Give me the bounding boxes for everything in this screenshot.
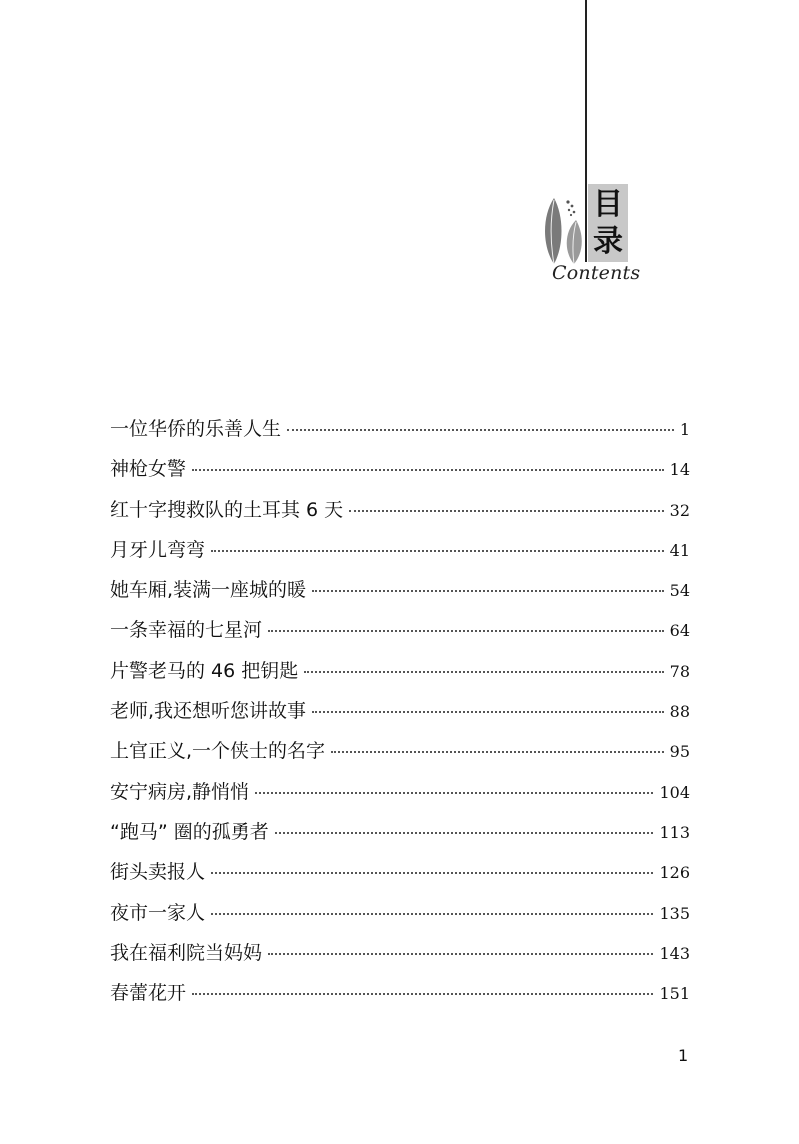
toc-entry-page: 32: [669, 500, 690, 520]
toc-entry[interactable]: [110, 454, 690, 494]
table-of-contents: [110, 414, 690, 1018]
toc-entry-title: 红十字搜救队的土耳其 6 天: [110, 498, 344, 521]
toc-entry-title: “跑马” 圈的孤勇者: [110, 820, 269, 843]
toc-entry[interactable]: [110, 495, 690, 535]
toc-entry-page: 135: [659, 903, 690, 923]
toc-entry-title: 上官正义,一个侠士的名字: [110, 740, 326, 763]
leader-dots: [331, 751, 664, 753]
leader-dots: [211, 550, 664, 552]
toc-entry[interactable]: [110, 938, 690, 978]
toc-entry-title: 我在福利院当妈妈: [110, 941, 263, 964]
toc-entry-page: 54: [669, 581, 690, 601]
toc-entry[interactable]: [110, 898, 690, 938]
page-number: 1: [678, 1046, 689, 1065]
contents-subtitle: Contents: [552, 262, 641, 284]
toc-entry-page: 143: [659, 943, 690, 963]
leader-dots: [268, 630, 664, 632]
toc-entry[interactable]: [110, 575, 690, 615]
toc-entry-title: 夜市一家人: [110, 901, 206, 924]
leader-dots: [304, 671, 663, 673]
toc-entry-page: 151: [659, 984, 690, 1004]
leader-dots: [287, 429, 674, 431]
leader-dots: [312, 590, 664, 592]
toc-entry-page: 14: [669, 460, 690, 480]
toc-entry-page: 95: [669, 742, 690, 762]
toc-entry[interactable]: [110, 696, 690, 736]
toc-entry-title: 神枪女警: [110, 458, 187, 481]
leader-dots: [255, 792, 653, 794]
toc-entry[interactable]: [110, 978, 690, 1018]
toc-entry-title: 安宁病房,静悄悄: [110, 780, 250, 803]
toc-entry-page: 113: [659, 822, 690, 842]
toc-entry-title: 老师,我还想听您讲故事: [110, 700, 307, 723]
toc-entry[interactable]: [110, 656, 690, 696]
toc-entry[interactable]: [110, 777, 690, 817]
toc-entry[interactable]: [110, 535, 690, 575]
leader-dots: [349, 510, 663, 512]
toc-entry[interactable]: [110, 817, 690, 857]
toc-entry-page: 64: [669, 621, 690, 641]
toc-entry-title: 一条幸福的七星河: [110, 619, 263, 642]
toc-entry[interactable]: [110, 615, 690, 655]
leader-dots: [268, 953, 653, 955]
toc-entry-title: 月牙儿弯弯: [110, 538, 206, 561]
leader-dots: [192, 469, 664, 471]
title-char-2: 录: [593, 224, 623, 259]
toc-entry[interactable]: [110, 736, 690, 776]
toc-entry-title: 街头卖报人: [110, 861, 206, 884]
leader-dots: [211, 913, 653, 915]
toc-entry[interactable]: [110, 414, 690, 454]
toc-entry[interactable]: [110, 857, 690, 897]
leader-dots: [192, 993, 653, 995]
toc-entry-page: 1: [679, 420, 690, 439]
leader-dots: [312, 711, 664, 713]
toc-entry-page: 104: [659, 782, 690, 802]
leader-dots: [275, 832, 654, 834]
leader-dots: [211, 872, 653, 874]
toc-entry-page: 41: [669, 540, 690, 560]
toc-entry-page: 78: [669, 661, 690, 681]
toc-entry-page: 126: [659, 863, 690, 883]
leaf-icon: [540, 186, 590, 266]
toc-entry-title: 片警老马的 46 把钥匙: [110, 659, 299, 682]
toc-entry-title: 她车厢,装满一座城的暖: [110, 579, 307, 602]
toc-entry-title: 春蕾花开: [110, 982, 187, 1005]
title-char-1: 目: [593, 187, 623, 222]
toc-entry-page: 88: [669, 702, 690, 722]
toc-entry-title: 一位华侨的乐善人生: [110, 418, 282, 440]
